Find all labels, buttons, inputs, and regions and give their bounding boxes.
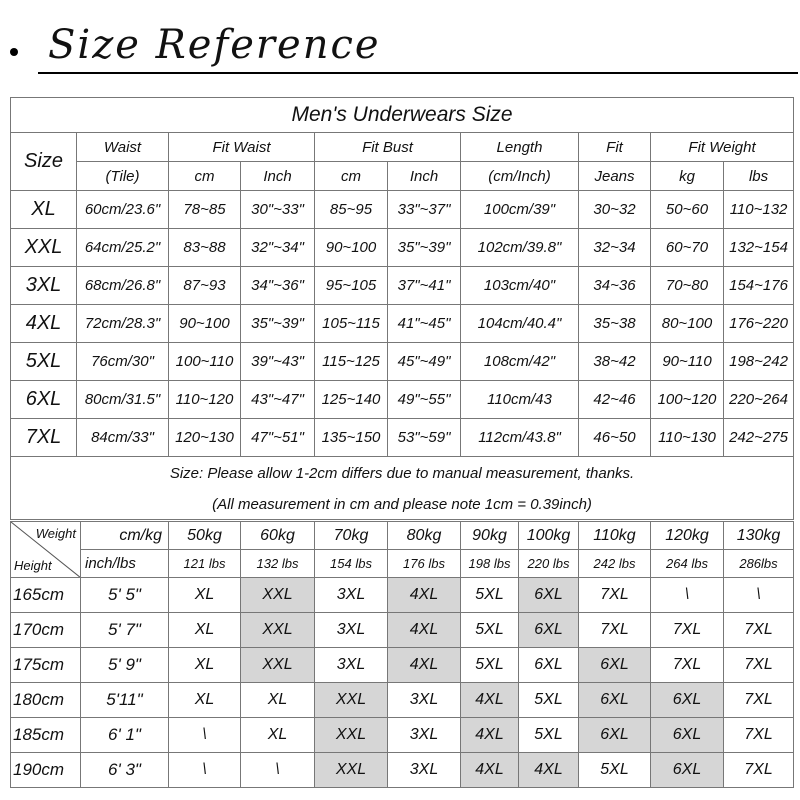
fit-row bbox=[11, 613, 794, 648]
size-column-header: Size bbox=[11, 133, 77, 191]
height-ft-cell: 5' 7" bbox=[81, 613, 169, 648]
fit-table bbox=[10, 521, 794, 788]
size-value-cell: 80cm/31.5" bbox=[77, 381, 169, 419]
weight-lbs-header: 132 lbs bbox=[241, 550, 315, 578]
size-value-cell: 35"~39" bbox=[388, 229, 461, 267]
unit-lbs-label: inch/lbs bbox=[81, 550, 169, 578]
size-table-title: Men's Underwears Size bbox=[11, 98, 794, 133]
size-name-cell: XXL bbox=[11, 229, 77, 267]
size-value-cell: 132~154 bbox=[724, 229, 794, 267]
fit-size-cell: 6XL bbox=[519, 578, 579, 613]
fit-size-cell: \ bbox=[169, 718, 241, 753]
size-name-cell: XL bbox=[11, 191, 77, 229]
weight-lbs-header: 198 lbs bbox=[461, 550, 519, 578]
bullet-dot bbox=[10, 48, 18, 56]
fit-size-cell: 6XL bbox=[579, 648, 651, 683]
col-header-waist: Waist bbox=[77, 133, 169, 162]
size-row bbox=[11, 343, 794, 381]
fit-size-cell: XL bbox=[169, 578, 241, 613]
sub-header-cell: cm bbox=[315, 162, 388, 191]
size-value-cell: 33"~37" bbox=[388, 191, 461, 229]
fit-row bbox=[11, 578, 794, 613]
weight-lbs-header: 176 lbs bbox=[388, 550, 461, 578]
size-value-cell: 198~242 bbox=[724, 343, 794, 381]
size-value-cell: 112cm/43.8" bbox=[461, 419, 579, 457]
size-value-cell: 38~42 bbox=[579, 343, 651, 381]
size-value-cell: 50~60 bbox=[651, 191, 724, 229]
weight-kg-header: 70kg bbox=[315, 522, 388, 550]
size-value-cell: 90~110 bbox=[651, 343, 724, 381]
weight-kg-header: 120kg bbox=[651, 522, 724, 550]
size-value-cell: 104cm/40.4" bbox=[461, 305, 579, 343]
size-value-cell: 32~34 bbox=[579, 229, 651, 267]
size-value-cell: 80~100 bbox=[651, 305, 724, 343]
sub-header-cell: lbs bbox=[724, 162, 794, 191]
fit-size-cell: 4XL bbox=[461, 683, 519, 718]
fit-size-cell: \ bbox=[651, 578, 724, 613]
weight-kg-header: 110kg bbox=[579, 522, 651, 550]
size-value-cell: 64cm/25.2" bbox=[77, 229, 169, 267]
fit-size-cell: 5XL bbox=[519, 683, 579, 718]
size-value-cell: 220~264 bbox=[724, 381, 794, 419]
size-value-cell: 85~95 bbox=[315, 191, 388, 229]
size-value-cell: 37"~41" bbox=[388, 267, 461, 305]
sub-header-cell: kg bbox=[651, 162, 724, 191]
sub-header-cell: Inch bbox=[388, 162, 461, 191]
weight-kg-header: 130kg bbox=[724, 522, 794, 550]
size-value-cell: 120~130 bbox=[169, 419, 241, 457]
fit-size-cell: 7XL bbox=[724, 683, 794, 718]
size-value-cell: 32"~34" bbox=[241, 229, 315, 267]
weight-kg-header: 90kg bbox=[461, 522, 519, 550]
weight-lbs-header: 121 lbs bbox=[169, 550, 241, 578]
fit-table-body bbox=[11, 578, 794, 788]
fit-size-cell: 5XL bbox=[579, 753, 651, 788]
size-value-cell: 102cm/39.8" bbox=[461, 229, 579, 267]
col-header-fit-bust: Fit Bust bbox=[315, 133, 461, 162]
height-cm-cell: 185cm bbox=[11, 718, 81, 753]
fit-size-cell: 4XL bbox=[388, 613, 461, 648]
weight-lbs-header: 286lbs bbox=[724, 550, 794, 578]
size-value-cell: 90~100 bbox=[315, 229, 388, 267]
size-value-cell: 110~120 bbox=[169, 381, 241, 419]
fit-size-cell: 5XL bbox=[461, 648, 519, 683]
size-value-cell: 41"~45" bbox=[388, 305, 461, 343]
fit-size-cell: 3XL bbox=[315, 578, 388, 613]
unit-kg-label: cm/kg bbox=[81, 522, 169, 550]
size-value-cell: 87~93 bbox=[169, 267, 241, 305]
fit-size-cell: 3XL bbox=[315, 613, 388, 648]
weight-lbs-header: 264 lbs bbox=[651, 550, 724, 578]
size-value-cell: 30~32 bbox=[579, 191, 651, 229]
height-ft-cell: 6' 1" bbox=[81, 718, 169, 753]
height-ft-cell: 5'11" bbox=[81, 683, 169, 718]
fit-size-cell: 6XL bbox=[579, 683, 651, 718]
fit-size-cell: XXL bbox=[241, 613, 315, 648]
size-value-cell: 110cm/43 bbox=[461, 381, 579, 419]
fit-size-cell: XL bbox=[241, 718, 315, 753]
height-cm-cell: 175cm bbox=[11, 648, 81, 683]
weight-lbs-header: 154 lbs bbox=[315, 550, 388, 578]
weight-kg-header: 60kg bbox=[241, 522, 315, 550]
size-row bbox=[11, 305, 794, 343]
size-row bbox=[11, 191, 794, 229]
sub-header-cell: cm bbox=[169, 162, 241, 191]
weight-height-corner bbox=[11, 522, 81, 578]
size-table-body bbox=[11, 191, 794, 457]
size-value-cell: 125~140 bbox=[315, 381, 388, 419]
fit-size-cell: 6XL bbox=[651, 718, 724, 753]
size-table bbox=[10, 97, 794, 520]
fit-size-cell: 4XL bbox=[519, 753, 579, 788]
size-value-cell: 115~125 bbox=[315, 343, 388, 381]
fit-size-cell: 3XL bbox=[315, 648, 388, 683]
size-value-cell: 42~46 bbox=[579, 381, 651, 419]
fit-size-cell: XL bbox=[169, 683, 241, 718]
fit-size-cell: 6XL bbox=[519, 613, 579, 648]
weight-kg-header: 80kg bbox=[388, 522, 461, 550]
size-value-cell: 110~132 bbox=[724, 191, 794, 229]
col-header-fit-weight: Fit Weight bbox=[651, 133, 794, 162]
fit-size-cell: XXL bbox=[241, 648, 315, 683]
fit-size-cell: XXL bbox=[315, 753, 388, 788]
fit-size-cell: 7XL bbox=[651, 613, 724, 648]
fit-size-cell: 7XL bbox=[651, 648, 724, 683]
size-value-cell: 83~88 bbox=[169, 229, 241, 267]
height-ft-cell: 5' 5" bbox=[81, 578, 169, 613]
sub-header-cell: Inch bbox=[241, 162, 315, 191]
size-value-cell: 84cm/33" bbox=[77, 419, 169, 457]
size-value-cell: 34~36 bbox=[579, 267, 651, 305]
size-value-cell: 60~70 bbox=[651, 229, 724, 267]
fit-size-cell: 7XL bbox=[724, 718, 794, 753]
fit-size-cell: XL bbox=[169, 648, 241, 683]
size-value-cell: 100~120 bbox=[651, 381, 724, 419]
fit-size-cell: XXL bbox=[241, 578, 315, 613]
measurement-note: Size: Please allow 1-2cm differs due to manual measurement, thanks. bbox=[11, 457, 794, 490]
fit-size-cell: 4XL bbox=[388, 648, 461, 683]
weight-lbs-header: 220 lbs bbox=[519, 550, 579, 578]
size-value-cell: 105~115 bbox=[315, 305, 388, 343]
fit-size-cell: 5XL bbox=[519, 718, 579, 753]
height-cm-cell: 165cm bbox=[11, 578, 81, 613]
fit-size-cell: 5XL bbox=[461, 613, 519, 648]
col-header-fit-waist: Fit Waist bbox=[169, 133, 315, 162]
fit-size-cell: \ bbox=[241, 753, 315, 788]
sub-header-cell: (Tile) bbox=[77, 162, 169, 191]
height-ft-cell: 5' 9" bbox=[81, 648, 169, 683]
height-ft-cell: 6' 3" bbox=[81, 753, 169, 788]
size-row bbox=[11, 229, 794, 267]
fit-size-cell: 7XL bbox=[724, 648, 794, 683]
weight-lbs-header: 242 lbs bbox=[579, 550, 651, 578]
size-value-cell: 90~100 bbox=[169, 305, 241, 343]
height-cm-cell: 180cm bbox=[11, 683, 81, 718]
size-name-cell: 3XL bbox=[11, 267, 77, 305]
fit-size-cell: XXL bbox=[315, 683, 388, 718]
size-value-cell: 100~110 bbox=[169, 343, 241, 381]
fit-size-cell: 7XL bbox=[724, 613, 794, 648]
size-value-cell: 110~130 bbox=[651, 419, 724, 457]
size-value-cell: 135~150 bbox=[315, 419, 388, 457]
size-name-cell: 6XL bbox=[11, 381, 77, 419]
size-row bbox=[11, 381, 794, 419]
weight-kg-header: 50kg bbox=[169, 522, 241, 550]
size-value-cell: 70~80 bbox=[651, 267, 724, 305]
size-name-cell: 7XL bbox=[11, 419, 77, 457]
size-value-cell: 78~85 bbox=[169, 191, 241, 229]
size-name-cell: 4XL bbox=[11, 305, 77, 343]
page-header bbox=[0, 0, 800, 90]
fit-size-cell: 7XL bbox=[579, 578, 651, 613]
fit-row bbox=[11, 683, 794, 718]
fit-size-cell: XXL bbox=[315, 718, 388, 753]
size-value-cell: 39"~43" bbox=[241, 343, 315, 381]
size-value-cell: 176~220 bbox=[724, 305, 794, 343]
fit-size-cell: 6XL bbox=[651, 683, 724, 718]
fit-size-cell: 4XL bbox=[461, 753, 519, 788]
page-title: Size Reference bbox=[48, 22, 381, 68]
size-value-cell: 76cm/30" bbox=[77, 343, 169, 381]
col-header-fit: Fit bbox=[579, 133, 651, 162]
size-value-cell: 30"~33" bbox=[241, 191, 315, 229]
fit-row bbox=[11, 753, 794, 788]
fit-size-cell: XL bbox=[241, 683, 315, 718]
size-value-cell: 35~38 bbox=[579, 305, 651, 343]
sub-header-cell: Jeans bbox=[579, 162, 651, 191]
size-value-cell: 60cm/23.6" bbox=[77, 191, 169, 229]
size-value-cell: 103cm/40" bbox=[461, 267, 579, 305]
fit-size-cell: 3XL bbox=[388, 683, 461, 718]
fit-row bbox=[11, 648, 794, 683]
size-name-cell: 5XL bbox=[11, 343, 77, 381]
fit-size-cell: 6XL bbox=[579, 718, 651, 753]
size-row bbox=[11, 419, 794, 457]
sub-header-cell: (cm/Inch) bbox=[461, 162, 579, 191]
fit-size-cell: 6XL bbox=[651, 753, 724, 788]
size-value-cell: 34"~36" bbox=[241, 267, 315, 305]
weight-label: Weight bbox=[35, 526, 76, 541]
fit-size-cell: \ bbox=[169, 753, 241, 788]
fit-size-cell: 5XL bbox=[461, 578, 519, 613]
height-cm-cell: 170cm bbox=[11, 613, 81, 648]
size-value-cell: 242~275 bbox=[724, 419, 794, 457]
height-label: Height bbox=[14, 558, 52, 573]
size-value-cell: 49"~55" bbox=[388, 381, 461, 419]
fit-size-cell: 7XL bbox=[724, 753, 794, 788]
size-value-cell: 68cm/26.8" bbox=[77, 267, 169, 305]
size-value-cell: 35"~39" bbox=[241, 305, 315, 343]
weight-kg-header: 100kg bbox=[519, 522, 579, 550]
sub-header-row bbox=[11, 162, 794, 191]
fit-size-cell: 3XL bbox=[388, 753, 461, 788]
conversion-note: (All measurement in cm and please note 1cm = 0.39inch) bbox=[11, 490, 794, 520]
height-cm-cell: 190cm bbox=[11, 753, 81, 788]
fit-size-cell: 4XL bbox=[461, 718, 519, 753]
size-value-cell: 46~50 bbox=[579, 419, 651, 457]
size-value-cell: 108cm/42" bbox=[461, 343, 579, 381]
size-value-cell: 95~105 bbox=[315, 267, 388, 305]
size-value-cell: 100cm/39" bbox=[461, 191, 579, 229]
size-value-cell: 154~176 bbox=[724, 267, 794, 305]
size-row bbox=[11, 267, 794, 305]
fit-size-cell: 6XL bbox=[519, 648, 579, 683]
fit-size-cell: \ bbox=[724, 578, 794, 613]
size-value-cell: 53"~59" bbox=[388, 419, 461, 457]
fit-size-cell: 4XL bbox=[388, 578, 461, 613]
size-value-cell: 72cm/28.3" bbox=[77, 305, 169, 343]
title-underline bbox=[38, 72, 798, 74]
fit-row bbox=[11, 718, 794, 753]
fit-size-cell: XL bbox=[169, 613, 241, 648]
size-value-cell: 43"~47" bbox=[241, 381, 315, 419]
size-value-cell: 47"~51" bbox=[241, 419, 315, 457]
fit-size-cell: 3XL bbox=[388, 718, 461, 753]
size-value-cell: 45"~49" bbox=[388, 343, 461, 381]
fit-size-cell: 7XL bbox=[579, 613, 651, 648]
col-header-length: Length bbox=[461, 133, 579, 162]
